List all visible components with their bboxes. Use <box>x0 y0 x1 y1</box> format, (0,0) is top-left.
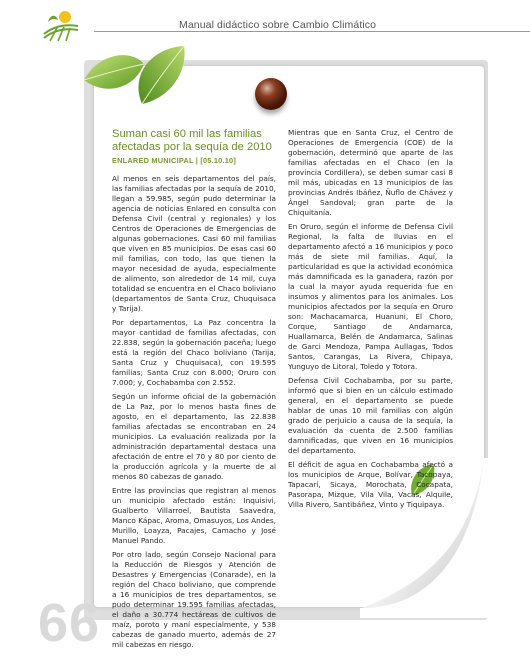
article-left-column <box>112 128 276 654</box>
paragraph: En Oruro, según el informe de Defensa Civil Regional, la falta de lluvias en el departamento afectó a 16 municipios y poco más de siete mil familias. Aquí, la particularidad es que la actividad económica más damnificada es la ganadera, razón por la cual la mayor ayuda requerida fue en insumos y alimentos para los animales. Los municipios afectados por la sequía en Oruro son: Machacamarca, Huanuni, El Choro, Corque, Santiago de Andamarca, Huallamarca, Belén de Andamarca, Salinas de Garci Mendoza, Pampa Aullagas, Todos Santos, Carangas, La Rivera, Chipaya, Yunguyo de Litoral, Toledo y Totora. <box>288 222 453 371</box>
article-right-column <box>288 128 453 514</box>
logo-icon <box>40 8 80 42</box>
paragraph: Por otro lado, según Consejo Nacional para la Reducción de Riesgos y Atención de Desastres y Emergencias (Conarade), en la región del Chaco boliviano, que comprende a 16 municipios de tres departamentos, se pudo determinar 19.595 familias afectadas, el daño a 30.774 hectáreas de cultivos de maíz, poroto y maní especialmente, y 538 cabezas de ganado muerto, además de 27 mil cabezas en riesgo. <box>112 550 276 649</box>
decorative-sphere <box>255 78 287 110</box>
header-divider <box>94 31 530 32</box>
paragraph: Por departamentos, La Paz concentra la mayor cantidad de familias afectadas, con 22.838, según la gobernación paceña; luego está la región del Chaco boliviano (Tarija, Santa Cruz y Chuquisaca), con 19.595 familias; Santa Cruz con 8.000; Oruro con 7.000; y, Cochabamba con 2.552. <box>112 318 276 387</box>
paragraph: El déficit de agua en Cochabamba afectó a los municipios de Arque, Bolívar, Tacopaya, Tapacarí, Sicaya, Morochata, Cocapata, Pasorapa, Mizque, Vila Vila, Vacas, Alquile, Villa Rivero, Santibáñez, Vinto y Tiquipaya. <box>288 460 453 509</box>
paragraph: Entre las provincias que registran al menos un municipio afectado están: Inquisivi, Gualberto Villarroel, Bautista Saavedra, Manco Kápac, Aroma, Omasuyos, Los Andes, Murillo, Loayza, Pacajes, Camacho y José Manuel Pando. <box>112 486 276 545</box>
header-title: Manual didáctico sobre Cambio Climático <box>179 19 377 31</box>
paragraph: Defensa Civil Cochabamba, por su parte, informó que si bien en un cálculo estimado general, en el departamento se puede hablar de unas 10 mil familias con algún grado de perjuicio a causa de la sequía, la evaluación da cuenta de 2.500 familias damnificadas, que viven en 16 municipios del departamento. <box>288 376 453 455</box>
paragraph: Según un informe oficial de la gobernación de La Paz, por lo menos hasta fines de agosto, en el departamento, las 22.838 familias afectadas se encontraban en 24 municipios. La evaluación realizada por la administración departamental destaca una afectación de entre el 70 y 80 por ciento de la producción agrícola y la muerte de al menos 80 cabezas de ganado. <box>112 392 276 481</box>
article-title: Suman casi 60 mil las familias afectadas por la sequía de 2010 <box>112 128 272 153</box>
paragraph: Al menos en seis departamentos del país, las familias afectadas por la sequía de 2010, llegan a 59.985, según pudo determinar la agencia de noticias Enlared en consulta con Defensa Civil (central y regionales) y los Centros de Operaciones de Emergencias de algunas gobernaciones. Casi 60 mil familias que viven en 85 municipios. De esas casi 60 mil familias, con todo, las que tienen la mayor necesidad de ayuda, especialmente de alimento, son alrededor de 14 mil, cuya totalidad se encuentra en el Chaco boliviano (departamentos de Santa Cruz, Chuquisaca y Tarija). <box>112 174 276 313</box>
paragraph: Mientras que en Santa Cruz, el Centro de Operaciones de Emergencia (COE) de la gobernación, determinó que aparte de las familias afectadas en el Chaco (en la provincia Cordillera), se deben sumar casi 8 mil más, ubicadas en 13 municipios de las provincias Andrés Ibáñez, Ñuflo de Chávez y Ángel Sandoval; gran parte de la Chiquitanía. <box>288 128 453 217</box>
leaves-icon <box>78 38 198 110</box>
page-number: 66 <box>38 593 101 653</box>
article-source: ENLARED MUNICIPAL | [05.10.10] <box>112 156 237 165</box>
